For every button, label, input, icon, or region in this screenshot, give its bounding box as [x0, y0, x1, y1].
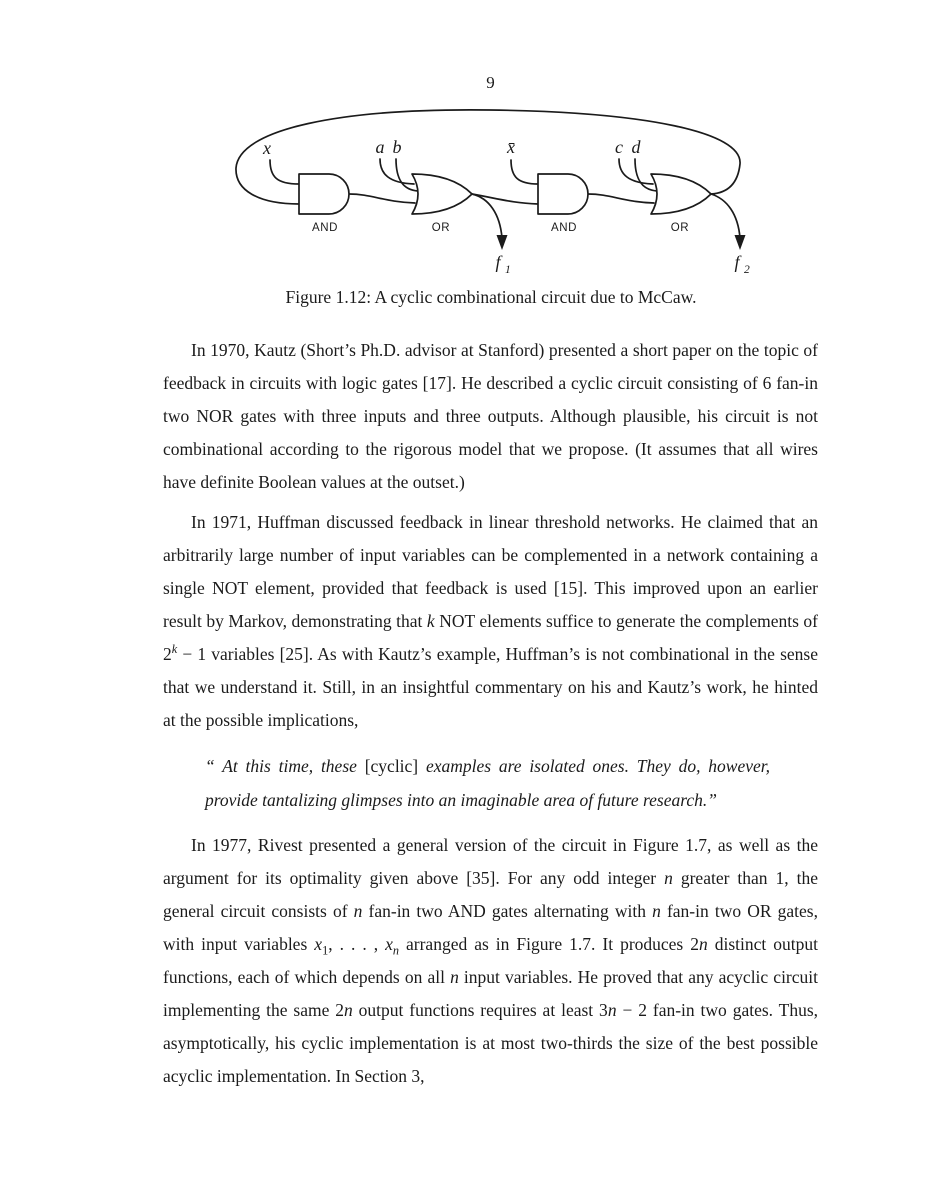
f1-arrowhead: [497, 235, 508, 250]
and-gate-1: [299, 174, 349, 214]
or-gate-1: [412, 174, 472, 214]
or-gate-2: [651, 174, 711, 214]
output-label-f1-sub: 1: [505, 264, 511, 276]
wire-input-xbar: [511, 160, 538, 184]
figure-caption: Figure 1.12: A cyclic combinational circuit due to McCaw.: [285, 287, 697, 307]
output-label-f2: f: [734, 252, 740, 272]
input-label-c: c: [615, 137, 623, 157]
f2-arrowhead: [735, 235, 746, 250]
input-label-xbar: x̄: [507, 137, 515, 157]
circuit-figure: [0, 96, 926, 282]
body-text: [163, 334, 818, 1100]
page-number: 9: [486, 73, 495, 92]
and-gate-2: [538, 174, 588, 214]
paragraph-kautz: In 1970, Kautz (Short’s Ph.D. advisor at Stanford) presented a short paper on the topic of feedback in circuits with logic gates [17]. He described a cyclic circuit consisting of 6 fan-in two NOR gates with three inputs and three outputs. Although plausible, his circuit is not combinational according to the rigorous model that we propose. (It assumes that all wires have definite Boolean values at the outset.): [163, 340, 818, 492]
wire-and1-or1: [349, 194, 415, 203]
input-label-a: a: [375, 137, 385, 157]
gate-label-and1: AND: [311, 222, 339, 234]
wire-or1-f1: [472, 194, 502, 238]
wire-and2-or2: [588, 194, 654, 203]
wire-input-x: [270, 160, 299, 184]
gate-label-and2: AND: [550, 222, 578, 234]
output-label-f2-sub: 2: [744, 264, 750, 276]
gate-label-or1: OR: [431, 222, 451, 234]
input-label-d: d: [631, 137, 641, 157]
blockquote-huffman: “ At this time, these [cyclic] examples are isolated ones. They do, however, provide tantalizing glimpses into an imaginable area of future research.”: [205, 756, 770, 810]
input-label-x: x: [263, 138, 271, 158]
paragraph-huffman: In 1971, Huffman discussed feedback in linear threshold networks. He claimed that an arbitrarily large number of input variables can be complemented in a network containing a single NOT element, provided that feedback is used [15]. This improved upon an earlier result by Markov, demonstrating that k NOT elements suffice to generate the complements of $2^k - 1$ variables [25]. As with Kautz’s example, Huffman’s is not combinational in the sense that we understand it. Still, in an insightful commentary on his and Kautz’s work, he hinted at the possible implications,: [163, 512, 818, 730]
input-label-b: b: [392, 137, 402, 157]
gate-label-or2: OR: [670, 222, 690, 234]
paragraph-rivest: In 1977, Rivest presented a general version of the circuit in Figure 1.7, as well as the argument for its optimality given above [35]. For any odd integer n greater than 1, the general circuit consists of n fan-in two AND gates alternating with n fan-in two OR gates, with input variables $x_1$, . . . , $x_n$ arranged as in Figure 1.7. It produces 2n distinct output functions, each of which depends on all n input variables. He proved that any acyclic circuit implementing the same 2n output functions requires at least 3n − 2 fan-in two gates. Thus, asymptotically, his cyclic implementation is at most two-thirds the size of the best possible acyclic implementation. In Section 3,: [163, 835, 819, 1086]
wire-or2-f2: [711, 194, 740, 238]
output-label-f1: f: [495, 252, 501, 272]
